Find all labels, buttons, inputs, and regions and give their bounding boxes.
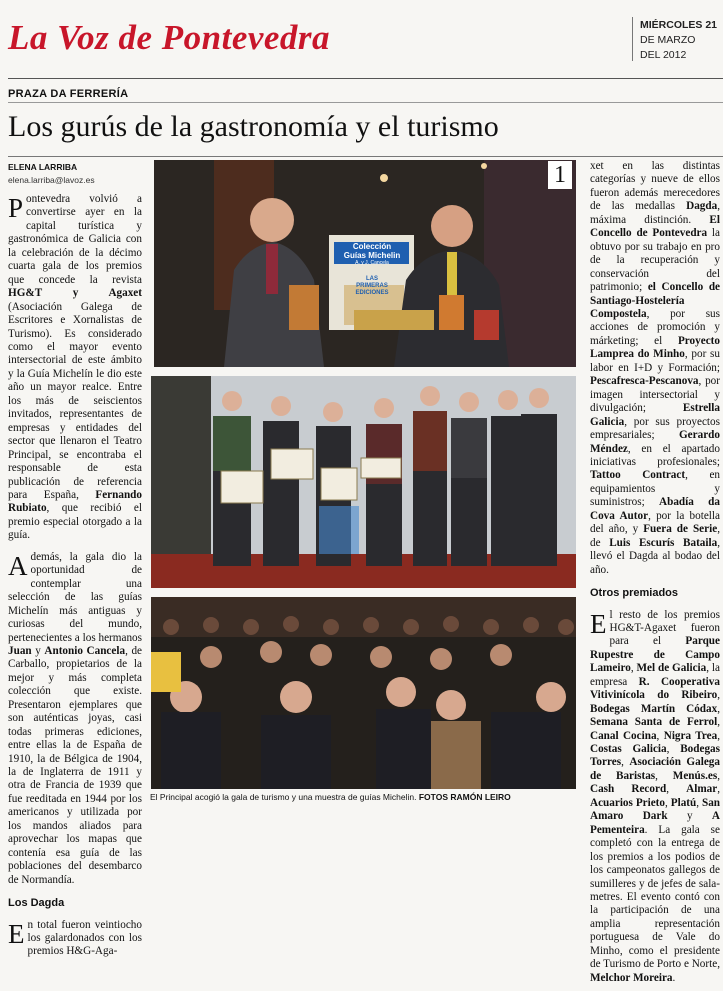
- masthead-rule: [8, 78, 723, 79]
- photo-theatre-audience: [151, 597, 576, 789]
- subhead-otros-premiados: Otros premiados: [590, 587, 679, 600]
- article-column-3: [590, 160, 720, 991]
- photo-caption: El Principal acogió la gala de turismo y una muestra de guías Michelin. FOTOS RAMÓN LEIRO: [150, 792, 511, 802]
- issue-date: [640, 18, 717, 63]
- author-name: ELENA LARRIBA: [8, 162, 78, 172]
- date-divider: [632, 17, 633, 61]
- author-email[interactable]: elena.larriba@lavoz.es: [8, 175, 95, 185]
- photo-book-presentation: [154, 160, 576, 367]
- section-rule: [8, 102, 723, 103]
- drop-cap: E: [8, 918, 25, 949]
- book-display-sign: Colección Guías Michelin A. y J. Cancela LAS PRIMERAS EDICIONES: [343, 242, 401, 296]
- date-day: MIÉRCOLES 21: [640, 19, 718, 31]
- section-label: PRAZA DA FERRERÍA: [8, 88, 129, 100]
- drop-cap: A: [8, 550, 28, 581]
- paragraph: El resto de los premios HG&T-Agaxet fueron para el Parque Rupestre de Campo Lameiro, Mel de Galicia, la empresa R. Cooperativa Vitivinícola do Ribeiro, Bodegas Martín Códax, Semana Santa de Ferrol, Canal Cocina, Nigra Trea, Costas Galicia, Bodegas Torres, Asociación Galega de Baristas, Menús.es, Cash Record, Almar, Acuarios Prieto, Platú, San Amaro Dark y A Pementeira. La gala se completó con la entrega de los premios a los podios de los campeonatos gallegos de sumilleres y de jefes de sala-metres. El evento contó con la participación de una amplia representación portuguesa de Vale do Minho, como el presidente de Turismo de Porto e Norte, Melchor Moreira.: [590, 608, 721, 984]
- article-headline: Los gurús de la gastronomía y el turismo: [8, 110, 499, 143]
- paragraph: En total fueron veintiocho los galardonados con los premios H&G-Aga-: [8, 918, 142, 958]
- article-column-1: [8, 193, 142, 965]
- date-month: DE MARZO: [640, 34, 696, 46]
- drop-cap: E: [590, 608, 607, 639]
- date-year: DEL 2012: [640, 49, 687, 61]
- drop-cap: P: [8, 193, 24, 223]
- headline-rule: [8, 156, 723, 157]
- photo-number: 1: [548, 161, 572, 189]
- masthead-logo: La Voz de Pontevedra: [8, 18, 331, 57]
- paragraph: Pontevedra volvió a convertirse ayer en la capital turística y gastronómica de Galicia con la celebración de la décimo cuarta gala de los premios que concede la revista HG&T y Agaxet (Asociación Galega de Escritores e Xornalistas de Turismo). Es considerado como el mayor evento intersectorial de este ámbito y la Guía Michelín le dio este año un mayor realce. Entre los más de seiscientos invitados, representantes de empresas y entidades del sector que llenaron el Teatro Principal, se encontraba el responsable de esta publicación de referencia para España, Fernando Rubiato, que recibió el premio especial otorgado a la guía.: [8, 193, 142, 542]
- subhead-los-dagda: Los Dagda: [8, 897, 65, 910]
- photo-award-winners: [151, 376, 576, 588]
- paragraph: Además, la gala dio la oportunidad de contemplar una selección de las guías Michelín más antiguas y curiosas del mundo, pertenecientes a los hermanos Juan y Antonio Cancela, de Carballo, propietarios de la mejor y más completa colección que existe. Presentaron ejemplares que son auténticas joyas, casi todas primeras ediciones, entre ellas la de España de 1910, la de Bélgica de 1904, la de Inglaterra de 1911 y otra de Francia de 1939 que fue reeditada en 1944 por los americanos y utilizada por los mandos aliados para aprovechar los mapas que contenía esa guía de las poblaciones del desembarco de Normandía.: [8, 550, 143, 886]
- paragraph: xet en las distintas categorías y nueve de ellos fueron además merecedores de las medallas Dagda, máxima distinción. El Concello de Pontevedra la obtuvo por su trabajo en pro de la recuperación y conservación del patrimonio; el Concello de Santiago-Hostelería Compostela, por sus acciones de promoción y márketing; el Proyecto Lamprea do Minho, por su labor en I+D y Formación; Pescafresca-Pescanova, por imagen intersectorial y divulgación; Estrella Galicia, por sus proyectos empresariales; Gerardo Méndez, en el apartado iniciativas profesionales; Tattoo Contract, en equipamientos y suministros; Abadía da Cova Autor, por la botella del año, y Fuera de Serie, de Luis Escurís Bataila, llevó el Dagda al bodao del año.: [590, 160, 721, 576]
